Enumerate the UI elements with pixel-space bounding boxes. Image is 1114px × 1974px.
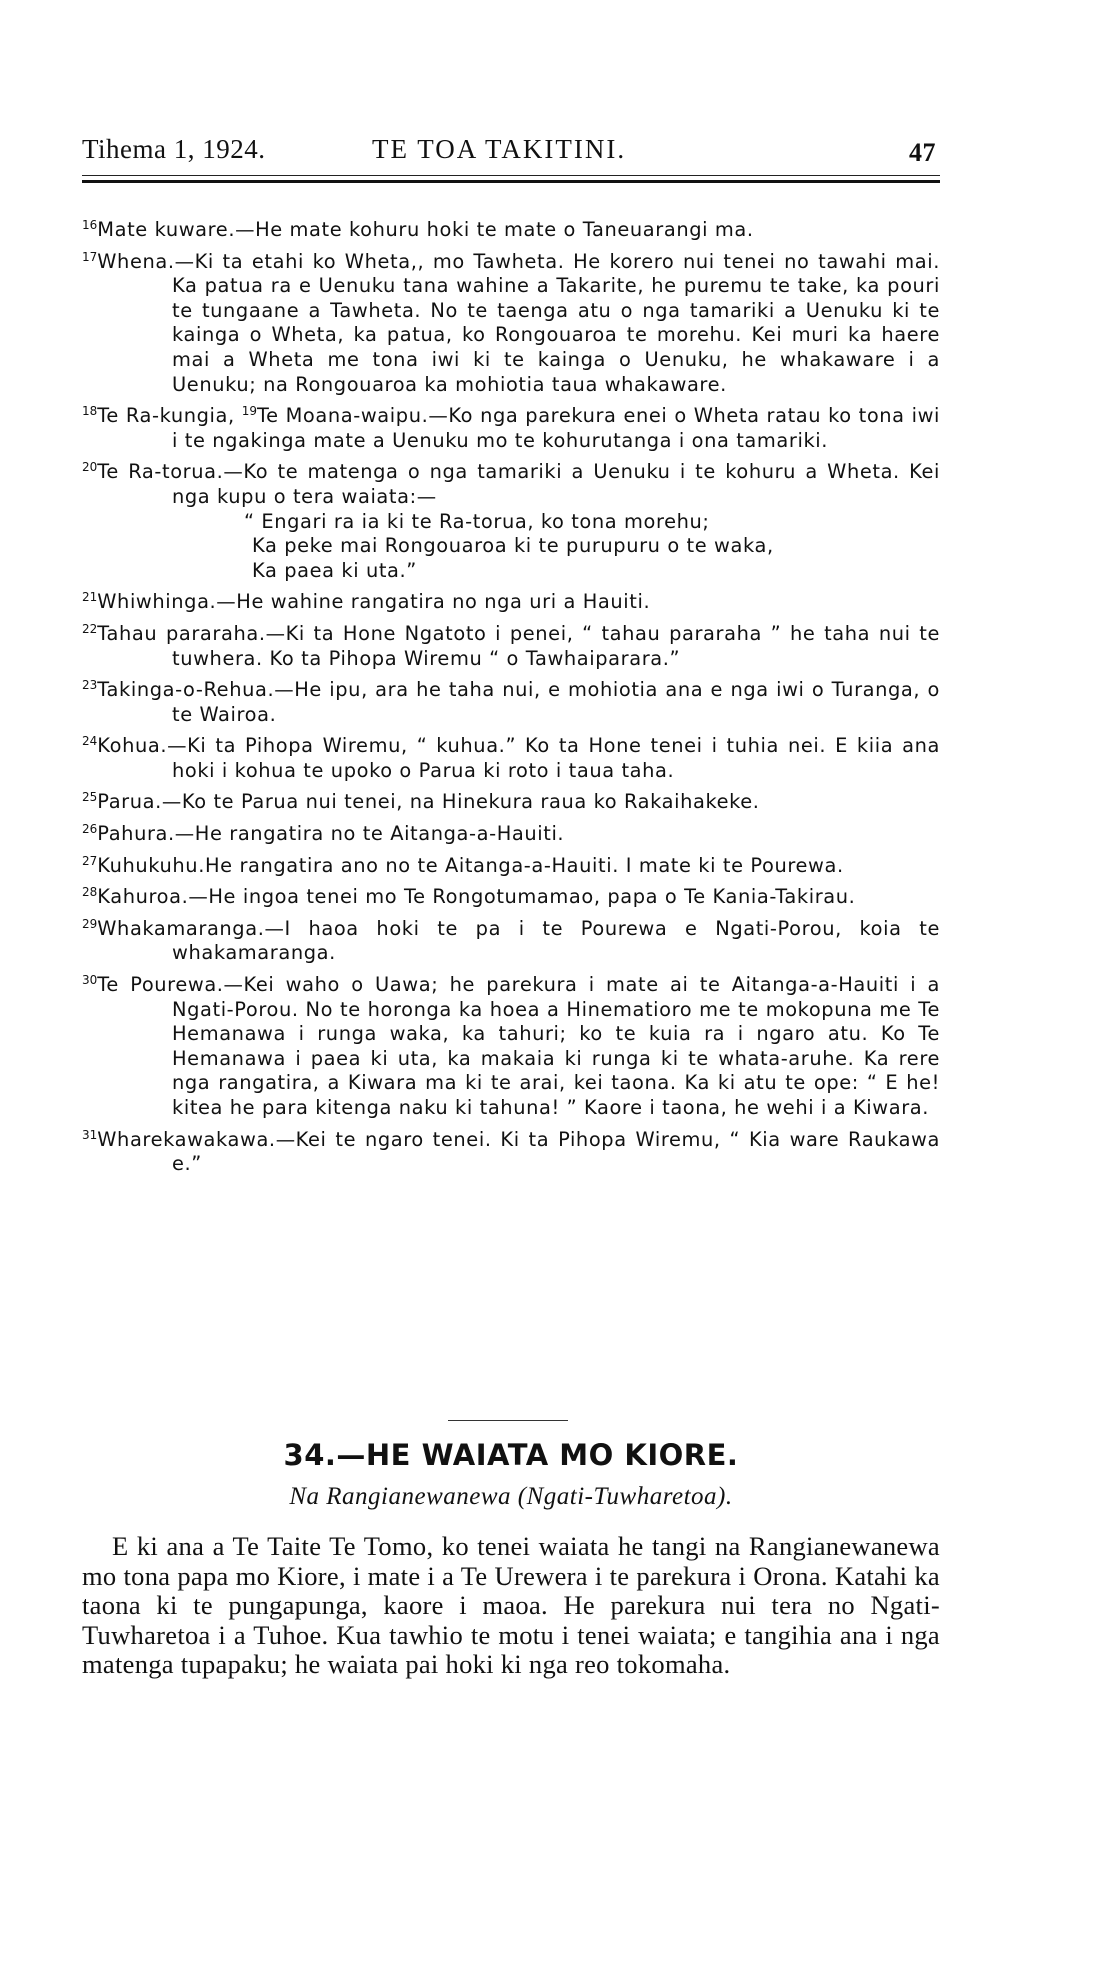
header-date: Tihema 1, 1924. [82, 134, 266, 164]
note-text: Kahuroa.—He ingoa tenei mo Te Rongotumamao, papa o Te Kania-Takirau. [97, 885, 856, 909]
note-text: Whakamaranga.—I haoa hoki te pa i te Pourewa e Ngati-Porou, koia te whakamaranga. [97, 916, 940, 965]
note-number: 24 [82, 734, 98, 749]
note-text: Te Ra-torua.—Ko te matenga o nga tamariki a Uenuku i te kohuru a Wheta. Kei nga kupu o tera waiata:— [97, 460, 940, 508]
note-number: 21 [82, 590, 98, 605]
section-intro-paragraph: E ki ana a Te Taite Te Tomo, ko tenei waiata he tangi na Rangianewanewa mo tona papa mo Kiore, i mate i a Te Urewera i te parekura i Orona. Katahi ka taona ki te pungapunga, kaore i maoa. He parekura nui tera no Ngati-Tuwharetoa i a Tuhoe. Kua tawhio te motu i tenei waiata; e tangihia ana i nga matenga tupapaku; he waiata pai hoki ki nga reo tokomaha. [82, 1531, 940, 1680]
verse-line: Ka peke mai Rongouaroa ki te purupuru o te waka, [252, 534, 774, 558]
note-24 [82, 734, 940, 783]
note-number: 30 [82, 973, 98, 988]
note-28 [82, 885, 940, 910]
note-number: 31 [82, 1127, 98, 1142]
note-number: 28 [82, 885, 98, 900]
note-text: Pahura.—He rangatira no te Aitanga-a-Hauiti. [97, 822, 565, 846]
note-text: Mate kuware.—He mate kohuru hoki te mate o Taneuarangi ma. [97, 218, 754, 241]
note-text: Tahau pararaha.—Ki ta Hone Ngatoto i penei, “ tahau pararaha ” he taha nui te tuwhera. Ko ta Pihopa Wiremu “ o Tawhaipararа.” [97, 621, 940, 670]
note-30 [82, 973, 940, 1121]
note-text: Te Pourewa.—Kei waho o Uawa; he parekura i mate ai te Aitanga-a-Hauiti i a Ngati-Porou. No te horonga ka hoea a Hinematioro me te mokopuna me Te Hemanawa i runga waka, ka tahuri; ko te kuia ra i ngaro atu. Ko Te Hemanawa i paea ki uta, ka makaia ki runga ki te whata-aruhe. Ka rere nga rangatira, a Kiwara ma ki te arai, kei taona. Ka ki atu te ope: “ E he! kitea he para kitenga naku ki tahuna! ” Kaore i taona, he wehi i a Kiwara. [97, 973, 940, 1119]
note-text: Te Moana-waipu.—Ko nga parekura enei o Wheta ratau ko tona iwi i te ngakinga mate a Uenuku mo te kohurutanga i ona tamariki. [172, 404, 941, 452]
note-number: 29 [82, 916, 98, 931]
note-18-19 [82, 404, 940, 453]
note-23 [82, 678, 940, 727]
note-21 [82, 590, 940, 615]
note-number: 16 [82, 218, 98, 232]
note-number: 20 [82, 460, 98, 475]
note-20 [82, 460, 940, 583]
note-22 [82, 622, 940, 671]
running-header [82, 134, 940, 170]
note-number: 25 [82, 790, 98, 805]
note-text: Whena.—Ki ta etahi ko Wheta,, mo Tawheta. He korero nui tenei no tawahi mai. Ka patua ra e Uenuku tana wahine a Takarite, he puremu te take, ka pouri te tungaane a Tawheta. No te taenga atu o nga tamariki a Uenuku ki te kainga o Wheta, ka patua, ko Rongouaroa te morehu. Kei muri ka haere mai a Wheta me tona iwi ki te kainga o Uenuku, he whakaware i a Uenuku; na Rongouaroa ka mohiotia taua whakaware. [97, 249, 940, 396]
section-title: 34.—HE WAIATA MO KIORE. [283, 1438, 739, 1472]
header-rule-thin [82, 175, 940, 176]
note-16 [82, 218, 940, 243]
note-text: Whiwhinga.—He wahine rangatira no nga uri a Hauiti. [97, 590, 651, 614]
note-17 [82, 250, 940, 398]
note-text: Kohua.—Ki ta Pihopa Wiremu, “ kuhua.” Ko ta Hone tenei i tuhia nei. E kiia ana hoki i kohua te upoko o Parua ki roto i taua taha. [97, 734, 940, 782]
verse-line: Ka paea ki uta.” [252, 558, 417, 582]
note-number: 18 [82, 404, 98, 419]
note-number: 19 [241, 404, 257, 419]
verse-quote [172, 510, 940, 584]
note-text: Parua.—Ko te Parua nui tenei, na Hinekura raua ko Rakaihakeke. [97, 790, 760, 814]
section-divider [448, 1420, 568, 1421]
note-text: Kuhukuhu.He rangatira ano no te Aitanga-a-Hauiti. I mate ki te Pourewa. [97, 853, 844, 877]
note-number: 22 [82, 621, 98, 636]
header-title: TE TOA TAKITINI. [372, 134, 627, 164]
note-text: Wharekawakawa.—Kei te ngaro tenei. Ki ta Pihopa Wiremu, “ Kia ware Raukawa e.” [97, 1127, 940, 1176]
note-text: Takinga-o-Rehua.—He ipu, ara he taha nui, e mohiotia ana e nga iwi o Turanga, o te Wairoa. [97, 678, 940, 726]
note-text: Te Ra-kungia, [97, 404, 235, 428]
section-byline: Na Rangianewanewa (Ngati-Tuwharetoa). [289, 1483, 733, 1510]
note-number: 27 [82, 853, 98, 868]
note-26 [82, 822, 940, 847]
header-rule-thick [82, 180, 940, 183]
note-number: 17 [82, 249, 98, 264]
glossary-notes [82, 218, 940, 1184]
page-number: 47 [909, 138, 936, 167]
note-number: 26 [82, 822, 98, 837]
note-number: 23 [82, 678, 98, 693]
note-27 [82, 854, 940, 879]
verse-line: “ Engari ra ia ki te Ra-torua, ko tona morehu; [244, 509, 710, 533]
note-29 [82, 917, 940, 966]
note-31 [82, 1128, 940, 1177]
note-25 [82, 790, 940, 815]
